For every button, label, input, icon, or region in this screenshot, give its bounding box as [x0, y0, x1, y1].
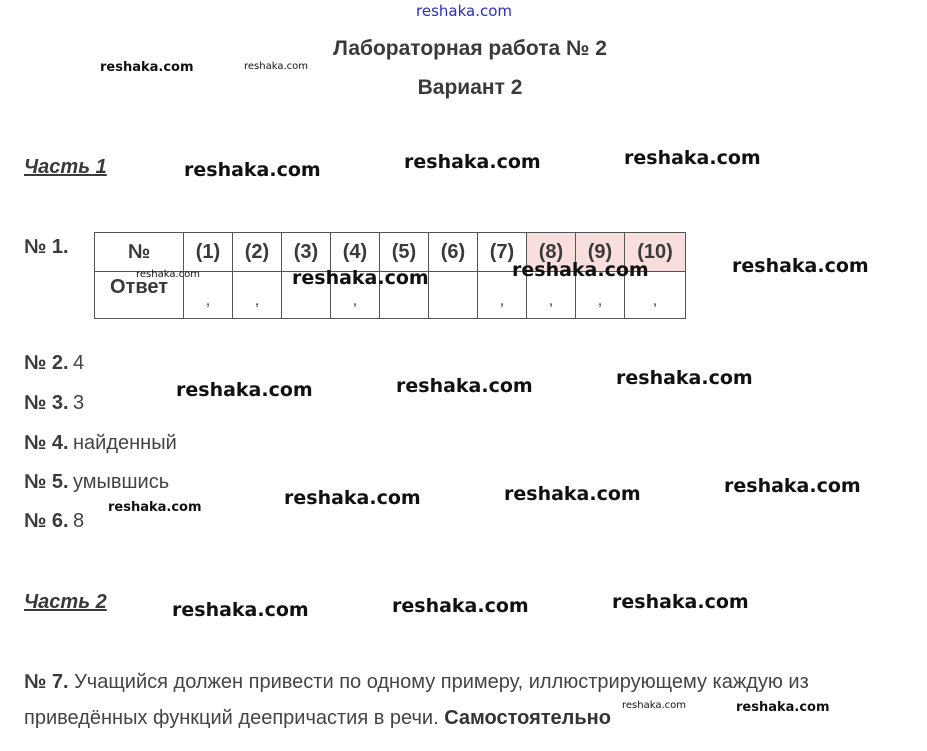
answer-item	[24, 432, 177, 455]
answer-value: 8	[72, 510, 85, 532]
answer-item	[24, 471, 169, 494]
watermark: reshaka.com	[392, 595, 529, 617]
q7-text: Учащийся должен привести по одному примеру, иллюстрирующему каждую из	[74, 671, 809, 693]
answer-label: № 5.	[24, 471, 69, 493]
watermark: reshaka.com	[172, 599, 309, 621]
watermark: reshaka.com	[108, 500, 202, 515]
watermark: reshaka.com	[184, 159, 321, 181]
watermark: reshaka.com	[624, 147, 761, 169]
table-header-cell: (1)	[184, 233, 233, 272]
table-answer-label: Ответ	[95, 272, 184, 319]
table-answer-cell: ,	[527, 272, 576, 319]
watermark-top: reshaka.com	[416, 2, 512, 20]
part-2-heading: Часть 2	[24, 591, 107, 613]
answer-label: № 4.	[24, 432, 69, 454]
q7-label: № 7.	[24, 671, 69, 693]
watermark: reshaka.com	[724, 475, 861, 497]
watermark: reshaka.com	[512, 259, 649, 281]
table-header-cell: (4)	[331, 233, 380, 272]
part-1-heading: Часть 1	[24, 156, 107, 178]
table-answer-cell: ,	[184, 272, 233, 319]
watermark: reshaka.com	[616, 367, 753, 389]
answer-item	[24, 352, 84, 375]
table-answer-cell: ,	[576, 272, 625, 319]
watermark: reshaka.com	[612, 591, 749, 613]
table-header-cell: (5)	[380, 233, 429, 272]
watermark: reshaka.com	[736, 700, 830, 715]
variant-title: Вариант 2	[417, 76, 523, 99]
watermark: reshaka.com	[136, 269, 200, 280]
watermark: reshaka.com	[396, 375, 533, 397]
table-header-cell: (10)	[625, 233, 686, 272]
answer-value: 4	[72, 352, 85, 374]
watermark: reshaka.com	[284, 487, 421, 509]
q7-line2	[24, 701, 611, 735]
table-header-cell: (6)	[429, 233, 478, 272]
watermark: reshaka.com	[404, 151, 541, 173]
q7-text-2: приведённых функций деепричастия в речи.	[24, 707, 439, 729]
table-header-cell: (8)	[527, 233, 576, 272]
q1-label: № 1.	[24, 236, 69, 258]
table-header-cell: №	[95, 233, 184, 272]
table-answer-cell: ,	[233, 272, 282, 319]
watermark: reshaka.com	[732, 255, 869, 277]
answer-value: 3	[72, 392, 85, 414]
watermark: reshaka.com	[622, 700, 686, 711]
answer-label: № 3.	[24, 392, 69, 414]
table-header-cell: (9)	[576, 233, 625, 272]
watermark: reshaka.com	[176, 379, 313, 401]
q7-line1	[24, 665, 809, 699]
table-header-cell: (2)	[233, 233, 282, 272]
table-answer-cell: ,	[625, 272, 686, 319]
watermark: reshaka.com	[100, 60, 194, 75]
answer-value: умывшись	[72, 471, 170, 493]
table-answer-cell	[429, 272, 478, 319]
watermark: reshaka.com	[292, 267, 429, 289]
answer-label: № 6.	[24, 510, 69, 532]
answer-item	[24, 392, 84, 415]
watermark: reshaka.com	[244, 61, 308, 72]
page-title: Лабораторная работа № 2	[333, 37, 607, 60]
answer-value: найденный	[72, 432, 177, 454]
table-header-cell: (7)	[478, 233, 527, 272]
watermark: reshaka.com	[504, 483, 641, 505]
answer-label: № 2.	[24, 352, 69, 374]
q7-bold: Самостоятельно	[444, 707, 611, 729]
table-answer-cell: ,	[331, 272, 380, 319]
table-header-cell: (3)	[282, 233, 331, 272]
table-answer-cell: ,	[478, 272, 527, 319]
answer-item	[24, 510, 84, 533]
